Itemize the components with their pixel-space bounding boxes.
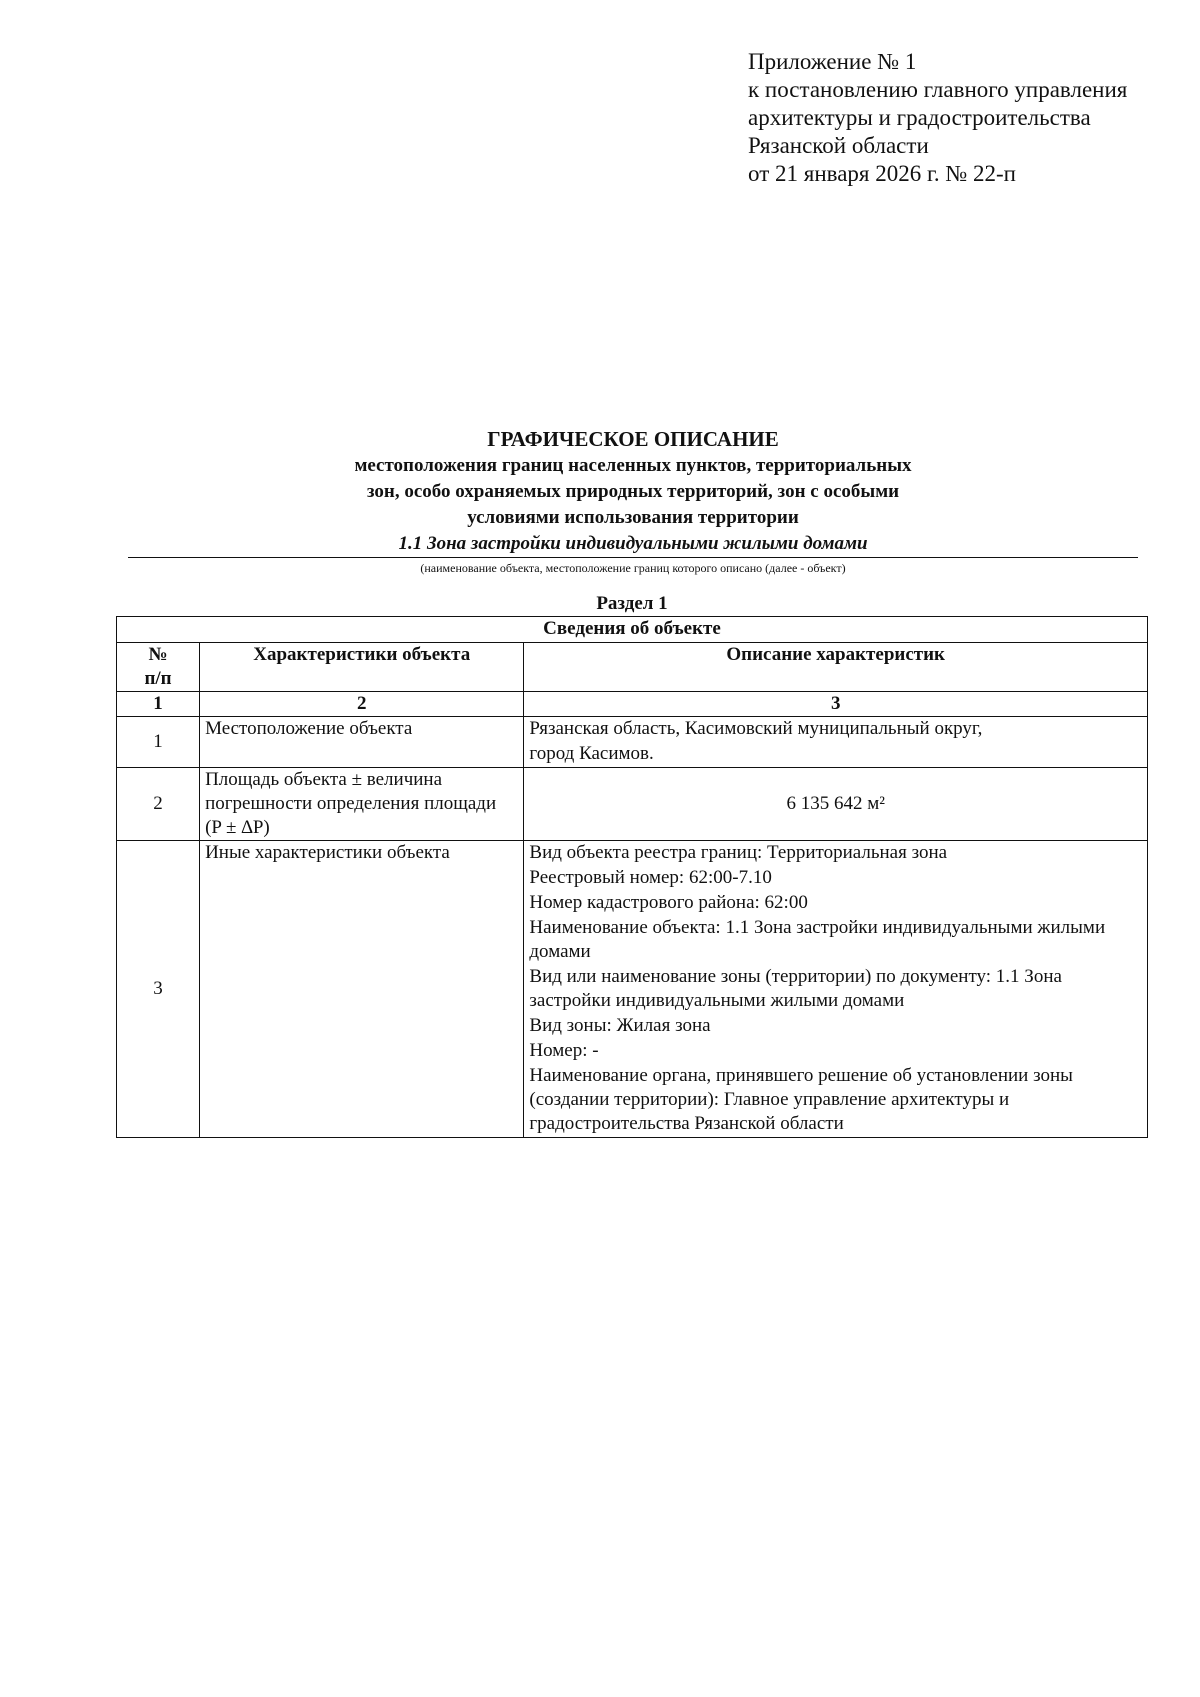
object-info-table xyxy=(116,616,1148,1138)
description-line: Вид объекта реестра границ: Территориальная зона xyxy=(529,842,948,863)
row-number: 3 xyxy=(117,841,200,1138)
appendix-block xyxy=(748,48,1178,188)
characteristic-line: (P ± ∆P) xyxy=(205,817,270,838)
table-row xyxy=(117,717,1148,768)
table-title-row xyxy=(117,617,1148,643)
appendix-line: Рязанской области xyxy=(748,133,929,158)
description-line: Номер кадастрового района: 62:00 xyxy=(529,892,808,913)
column-number: 1 xyxy=(117,692,200,717)
description-line: город Касимов. xyxy=(529,743,654,764)
column-number: 2 xyxy=(200,692,524,717)
description-line: Наименование органа, принявшего решение об установлении зоны (создании территории): Главное управление архитектуры и градостроительства Рязанской области xyxy=(529,1065,1073,1134)
object-name: 1.1 Зона застройки индивидуальными жилыми домами xyxy=(398,533,868,554)
row-characteristic: Иные характеристики объекта xyxy=(200,841,524,1138)
characteristic-line: погрешности определения площади xyxy=(205,793,497,814)
object-name-underline xyxy=(128,557,1138,558)
document-heading xyxy=(128,425,1138,557)
row-characteristic xyxy=(200,768,524,841)
document-subtitle-line: местоположения границ населенных пунктов, территориальных xyxy=(354,455,912,476)
column-header-number xyxy=(117,643,200,692)
column-header-text: № п/п xyxy=(144,644,172,689)
description-line: Рязанская область, Касимовский муниципальный округ, xyxy=(529,718,983,739)
section-title: Раздел 1 xyxy=(596,593,668,614)
table-title: Сведения об объекте xyxy=(117,617,1148,643)
description-line: Вид зоны: Жилая зона xyxy=(529,1015,711,1036)
column-number: 3 xyxy=(524,692,1148,717)
document-title: ГРАФИЧЕСКОЕ ОПИСАНИЕ xyxy=(487,427,779,451)
table-header-row xyxy=(117,643,1148,692)
description-line: Вид или наименование зоны (территории) по документу: 1.1 Зона застройки индивидуальными жилыми домами xyxy=(529,966,1062,1011)
row-number: 1 xyxy=(117,717,200,768)
document-subtitle-line: условиями использования территории xyxy=(467,507,799,528)
object-name-caption: (наименование объекта, местоположение границ которого описано (далее - объект) xyxy=(420,561,846,575)
appendix-line: к постановлению главного управления xyxy=(748,77,1128,102)
appendix-line: архитектуры и градостроительства xyxy=(748,105,1091,130)
row-characteristic: Местоположение объекта xyxy=(200,717,524,768)
column-header-characteristic: Характеристики объекта xyxy=(200,643,524,692)
table-row xyxy=(117,841,1148,1138)
appendix-line: от 21 января 2026 г. № 22-п xyxy=(748,161,1016,186)
characteristic-line: Площадь объекта ± величина xyxy=(205,769,443,790)
row-number: 2 xyxy=(117,768,200,841)
description-line: Наименование объекта: 1.1 Зона застройки индивидуальными жилыми домами xyxy=(529,917,1106,962)
column-header-description: Описание характеристик xyxy=(524,643,1148,692)
appendix-line: Приложение № 1 xyxy=(748,49,917,74)
row-description xyxy=(524,717,1148,768)
description-line: Реестровый номер: 62:00-7.10 xyxy=(529,867,772,888)
column-numbers-row xyxy=(117,692,1148,717)
document-subtitle-line: зон, особо охраняемых природных территорий, зон с особыми xyxy=(366,481,900,502)
description-line: Номер: - xyxy=(529,1040,599,1061)
table-row xyxy=(117,768,1148,841)
row-description: 6 135 642 м² xyxy=(524,768,1148,841)
row-description xyxy=(524,841,1148,1138)
